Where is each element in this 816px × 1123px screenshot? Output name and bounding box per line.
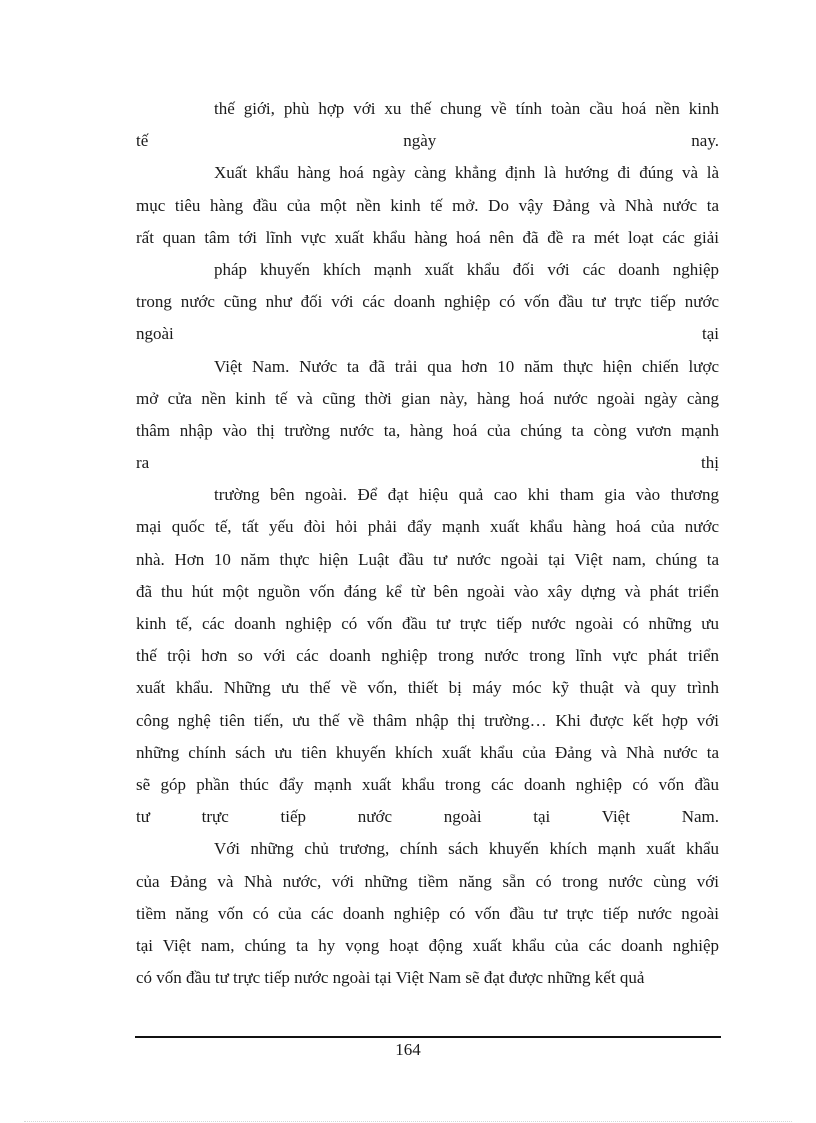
text-line: đã thu hút một nguồn vốn đáng kể từ bên ngoài vào xây dựng và phát triển: [136, 581, 719, 601]
text-line: Việt Nam. Nước ta đã trải qua hơn 10 năm thực hiện chiến lược: [214, 356, 719, 376]
text-line: trong nước cũng như đối với các doanh nghiệp có vốn đầu tư trực tiếp nước: [136, 292, 719, 312]
text-line: những chính sách ưu tiên khuyến khích xuất khẩu của Đảng và Nhà nước ta: [136, 742, 719, 762]
text-line: xuất khẩu. Những ưu thế về vốn, thiết bị máy móc kỹ thuật và quy trình: [136, 678, 719, 698]
text-line: pháp khuyến khích mạnh xuất khẩu đối với các doanh nghiệp: [214, 259, 719, 279]
text-line: sẽ góp phần thúc đẩy mạnh xuất khẩu trong các doanh nghiệp có vốn đầu: [136, 774, 719, 794]
text-line: Xuất khẩu hàng hoá ngày càng khẳng định là hướng đi đúng và là: [214, 163, 719, 183]
text-line: mở cửa nền kinh tế và cũng thời gian này, hàng hoá nước ngoài ngày càng: [136, 388, 719, 408]
text-line: tiềm năng vốn có của các doanh nghiệp có vốn đầu tư trực tiếp nước ngoài: [136, 903, 719, 923]
text-line: của Đảng và Nhà nước, với những tiềm năng sẵn có trong nước cùng với: [136, 871, 719, 891]
text-line: thế giới, phù hợp với xu thế chung về tính toàn cầu hoá nền kinh: [214, 99, 719, 118]
text-line: nhà. Hơn 10 năm thực hiện Luật đầu tư nước ngoài tại Việt nam, chúng ta: [136, 549, 719, 569]
footer-rule: [135, 1036, 721, 1038]
text-line: tại Việt nam, chúng ta hy vọng hoạt động xuất khẩu của các doanh nghiệp: [136, 935, 719, 955]
text-line: ra thị: [136, 453, 719, 473]
text-line: mục tiêu hàng đầu của một nền kinh tế mở. Do vậy Đảng và Nhà nước ta: [136, 195, 719, 215]
page-bottom-divider: [24, 1121, 792, 1122]
text-line: thâm nhập vào thị trường nước ta, hàng hoá của chúng ta còng vươn mạnh: [136, 420, 719, 440]
text-line: kinh tế, các doanh nghiệp có vốn đầu tư trực tiếp nước ngoài có những ưu: [136, 614, 719, 633]
text-line: rất quan tâm tới lĩnh vực xuất khẩu hàng hoá nên đã đề ra mét loạt các giải: [136, 227, 719, 247]
text-line: mại quốc tế, tất yếu đòi hỏi phải đẩy mạnh xuất khẩu hàng hoá của nước: [136, 517, 719, 537]
text-line: Với những chủ trương, chính sách khuyến khích mạnh xuất khẩu: [214, 839, 719, 859]
text-line: trường bên ngoài. Để đạt hiệu quả cao khi tham gia vào thương: [214, 485, 719, 505]
text-line: ngoài tại: [136, 324, 719, 344]
text-line: công nghệ tiên tiến, ưu thế về thâm nhập thị trường… Khi được kết hợp với: [136, 710, 719, 730]
page-number: 164: [395, 1040, 421, 1059]
text-line: tư trực tiếp nước ngoài tại Việt Nam.: [136, 807, 719, 827]
text-line: thế trội hơn so với các doanh nghiệp trong nước trong lĩnh vực phát triển: [136, 646, 719, 666]
body-text: [136, 93, 719, 994]
text-line: có vốn đầu tư trực tiếp nước ngoài tại Việt Nam sẽ đạt được những kết quả: [136, 968, 645, 988]
text-line: tế ngày nay.: [136, 131, 719, 151]
